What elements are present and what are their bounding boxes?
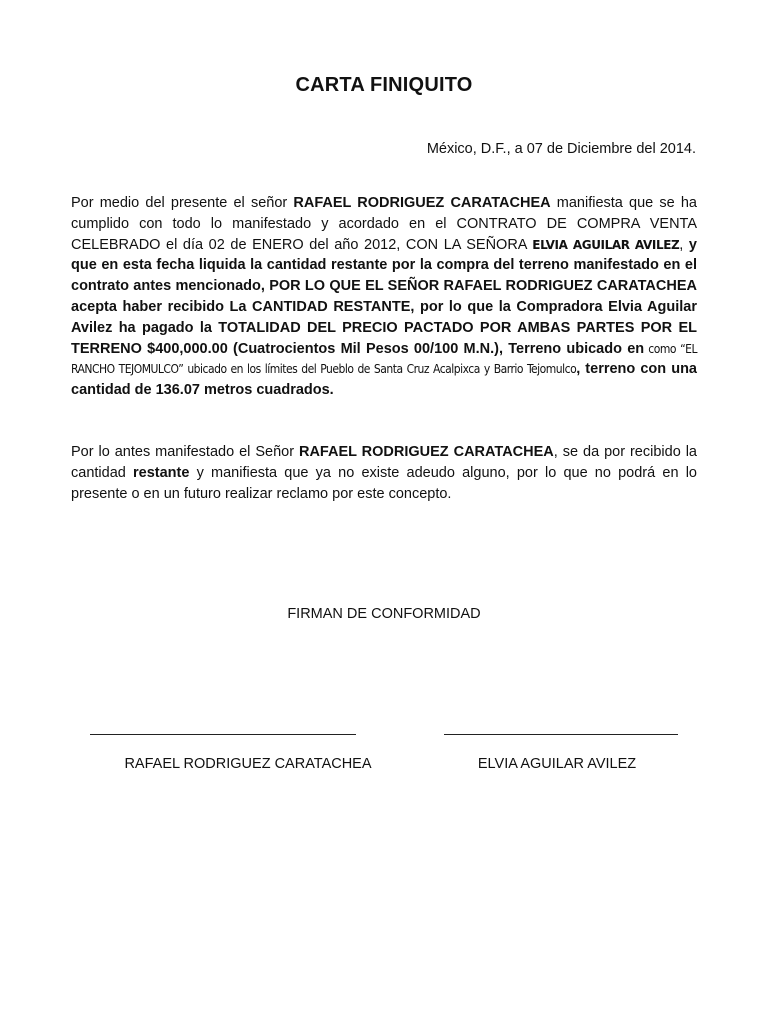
p1-seller-name: RAFAEL RODRIGUEZ CARATACHEA [293, 195, 551, 211]
firman-heading: FIRMAN DE CONFORMIDAD [287, 606, 481, 622]
p2-text-2: , se da por recibido la cantidad [71, 444, 697, 481]
p1-bold-clause: y que en esta fecha liquida la cantidad restante por la compra del terreno manifestado en el contrato antes mencionado, POR LO QUE EL SEÑOR RAFAEL RODRIGUEZ CARATACHEA acepta haber recibido La CANTIDAD RESTANTE, por lo que la Compradora Elvia Aguilar Avilez ha pagado la TOTALIDAD DEL PRECIO PACTADO POR AMBAS PARTES POR EL TERRENO $400,000.00 (Cuatrocientos Mil Pesos 00/100 M.N.), Terreno ubicado en [71, 236, 697, 357]
p2-text-1: Por lo antes manifestado el Señor [71, 444, 299, 460]
date-line: México, D.F., a 07 de Diciembre del 2014. [426, 141, 696, 157]
p1-text-2: manifiesta que se ha cumplido con todo lo manifestado y acordado en el CONTRATO DE COMPRA VENTA CELEBRADO el día 02 de ENERO del año 2012, CON LA SEÑORA [71, 195, 697, 253]
signature-line-left [90, 734, 356, 735]
p1-comma: , [679, 236, 684, 253]
p2-seller-name: RAFAEL RODRIGUEZ CARATACHEA [298, 444, 554, 460]
signature-name-left: RAFAEL RODRIGUEZ CARATACHEA [124, 756, 372, 772]
p2-text-3: y manifiesta que ya no existe adeudo alguno, por lo que no podrá en lo presente o en un futuro realizar reclamo por este concepto. [71, 464, 697, 502]
document-title: CARTA FINIQUITO [295, 74, 473, 96]
paragraph-1 [71, 193, 697, 401]
p1-buyer-name: ELVIA AGUILAR AVILEZ [532, 237, 680, 252]
signature-name-right: ELVIA AGUILAR AVILEZ [477, 756, 637, 772]
p1-location: como “EL RANCHO TEJOMULCO” ubicado en los límites del Pueblo de Santa Cruz Acalpixca y Barrio Tejomulco [71, 341, 698, 377]
p1-area-clause: , terreno con una cantidad de 136.07 metros cuadrados. [71, 361, 697, 399]
p2-restante: restante [133, 464, 190, 481]
signature-line-right [444, 734, 678, 735]
paragraph-2 [71, 442, 697, 504]
p1-text-1: Por medio del presente el señor [71, 195, 294, 211]
